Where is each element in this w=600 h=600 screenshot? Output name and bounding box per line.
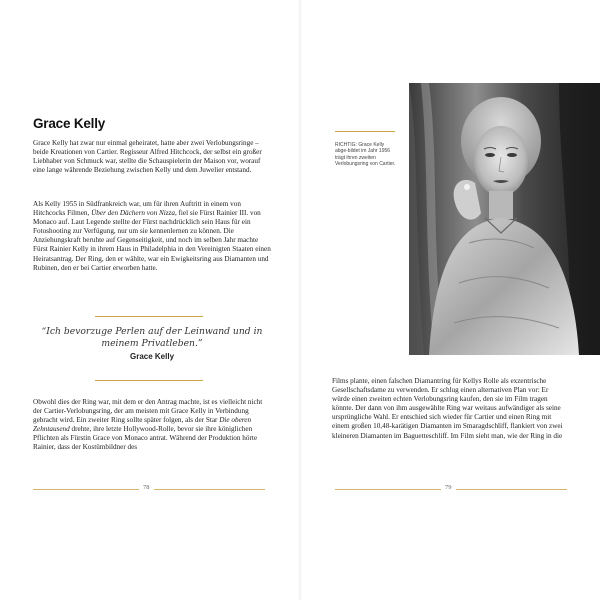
photo-caption: RICHTIG: Grace Kelly abge-bildet im Jahr 1956 trägt ihren zweiten Verlobungsring von Cartier.	[335, 142, 396, 167]
page-number-right: 79	[441, 484, 456, 491]
page-number-left: 78	[139, 484, 154, 491]
portrait-photo	[409, 83, 600, 355]
paragraph-intro: Grace Kelly hat zwar nur einmal geheiratet, hatte aber zwei Verlobungsringe – beide Kreationen von Cartier. Regisseur Alfred Hitchcock, der selbst ein großer Liebhaber von Schmuck war, stellte die Schauspielerin der Maison vor, worauf eine lange währende Beziehung zwischen Kelly und dem Juwelier entstand.	[33, 139, 262, 175]
paragraph-second-ring-text-2: drehte, ihre letzte Hollywood-Rolle, bevor sie ihre königlichen Pflichten als Fürstin Grace von Monaco antrat. Während der Produktion hörte Rainier, dass der Kostümbildner des	[33, 425, 258, 452]
quote-author: Grace Kelly	[129, 352, 175, 361]
film-title-nizza: Über den Dächern von Nizza	[91, 209, 175, 218]
paragraph-proposal-text-1: Als Kelly 1955 in Südfrankreich war, um für ihren Auftritt in einem von Hitchcocks Filmen,	[33, 200, 241, 218]
paragraph-proposal-text-2: , fiel sie Fürst Rainier III. von Monaco auf. Laut Legende stellte der Fürst nachdrücklich sein Haus für ein Fotoshooting zur Verfügung, nur um sie kennenlernen zu können. Die Anziehungskraft beruhte auf Gegenseitigkeit, und noch im selben Jahr machte Fürst Rainier Kelly in ihrem Haus in Philadelphia in den Vereinigten Staaten einen Heiratsantrag. Der Ring, den er wählte, war ein Ewigkeitsring aus Diamanten und Rubinen, den er bei Cartier erworben hatte.	[33, 209, 271, 272]
paragraph-film-ring: Films plante, einen falschen Diamantring für Kellys Rolle als exzentrische Gesellschaftsdame zu verwenden. Er schlug einen alternativen Plan vor: Er würde einen zweiten echten Verlobungsring kaufen, den sie im Film tragen könnte. Der dann von ihm ausgewählte Ring war weitaus aufwändiger als seine ursprüngliche Wahl. Er entschied sich wieder für Cartier und einen Ring mit einem großen 10,48-karätigen Diamanten im Smaragdschliff, flankiert von zwei kleineren Diamanten im Baguetteschliff. Im Film sieht man, wie der Ring in die	[332, 377, 563, 440]
paragraph-second-ring	[33, 398, 271, 453]
page-title: Grace Kelly	[33, 116, 106, 131]
quote-divider-top	[95, 316, 203, 317]
film-title-zehntausend: Die oberen Zehntausend	[33, 416, 252, 434]
paragraph-proposal	[33, 200, 271, 273]
caption-divider	[335, 131, 395, 132]
quote-divider-bottom	[95, 380, 203, 381]
pull-quote: “Ich bevorzuge Perlen auf der Leinwand und in meinem Privatleben.”	[41, 326, 263, 349]
portrait-photo-icon	[409, 83, 600, 355]
paragraph-second-ring-text-1: Obwohl dies der Ring war, mit dem er den Antrag machte, ist es vielleicht nicht der Cartier-Verlobungsring, der am meisten mit Grace Kelly in Verbindung gebracht wird. Ein zweiter Ring sollte später folgen, als der Star	[33, 398, 263, 425]
